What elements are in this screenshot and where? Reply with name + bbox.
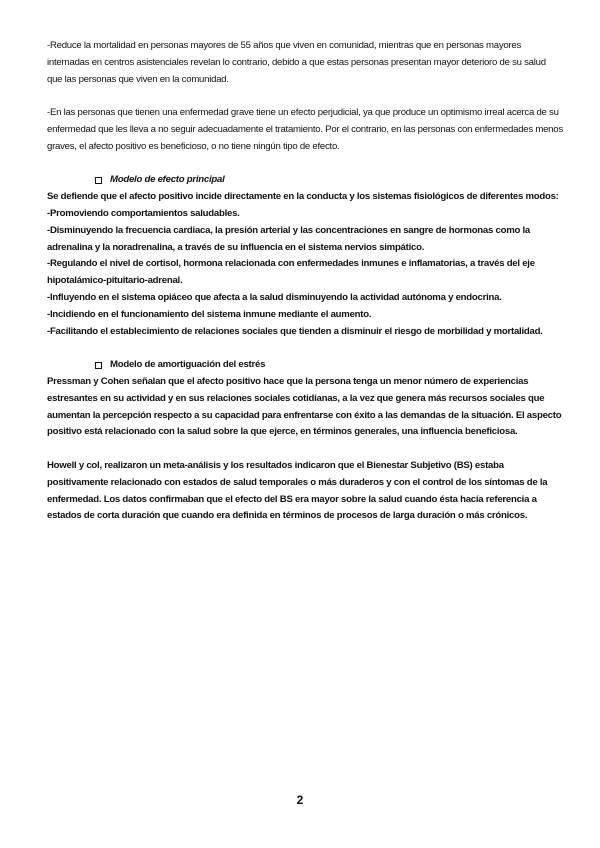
list-item: -Promoviendo comportamientos saludables. <box>47 207 240 219</box>
paragraph-pressman-cohen: Pressman y Cohen señalan que el afecto positivo hace que la persona tenga un menor número de experiencias estresantes en su actividad y en sus relaciones sociales cotidianas, a la vez que genera más recursos sociales que aumentan la percepción respecto a su capacidad para enfrentarse con éxito a las demandas de la situación. El aspecto positivo está relacionado con la salud sobre la que ejerce, en términos generales, una influencia beneficiosa. <box>47 375 562 438</box>
list-item: -Regulando el nivel de cortisol, hormona relacionada con enfermedades inmunes e inflamatorias, a través del eje hipotalámico-pituitario-adrenal. <box>47 258 535 287</box>
section-intro: Se defiende que el afecto positivo incide directamente en la conducta y los sistemas fisiológicos de diferentes modos: <box>47 191 559 203</box>
section-heading-stress-buffer: Modelo de amortiguación del estrés <box>47 357 563 374</box>
paragraph-mortality: -Reduce la mortalidad en personas mayores de 55 años que viven en comunidad, mientras que en personas mayores internadas en centros asistenciales revelan lo contrario, debido a que estas personas presentan mayor deterioro de su salud que las personas que viven en la comunidad. <box>47 40 546 85</box>
paragraph-howell: Howell y col, realizaron un meta-análisis y los resultados indicaron que el Bienestar Subjetivo (BS) estaba positivamente relacionado con estados de salud temporales o más duraderos y con el control de los síntomas de la enfermedad. Los datos confirmaban que el efecto del BS era mayor sobre la salud cuando ésta hacía referencia a estados de corta duración que cuando era definida en términos de procesos de larga duración o más crónicos. <box>47 459 548 522</box>
paragraph-serious-illness: -En las personas que tienen una enfermedad grave tiene un efecto perjudicial, ya que produce un optimismo irreal acerca de su enfermedad que les lleva a no seguir adecuadamente el tratamiento. Por el contrario, en las personas con enfermedades menos graves, el afecto positivo es beneficioso, o no tiene ningún tipo de efecto. <box>47 107 563 152</box>
page-content <box>47 38 563 525</box>
list-item: -Disminuyendo la frecuencia cardiaca, la presión arterial y las concentraciones en sangre de hormonas como la adrenalina y la noradrenalina, a través de su influencia en el sistema nervios simpático. <box>47 224 531 253</box>
list-item: -Facilitando el establecimiento de relaciones sociales que tienden a disminuir el riesgo de morbilidad y mortalidad. <box>47 325 543 337</box>
checkbox-bullet-icon <box>95 177 102 184</box>
checkbox-bullet-icon <box>95 362 102 369</box>
list-item: -Incidiendo en el funcionamiento del sistema inmune mediante el aumento. <box>47 308 372 320</box>
page-number: 2 <box>296 793 304 807</box>
list-item: -Influyendo en el sistema opiáceo que afecta a la salud disminuyendo la actividad autónoma y endocrina. <box>47 291 502 303</box>
section-heading-main-effect: Modelo de efecto principal <box>47 172 563 189</box>
